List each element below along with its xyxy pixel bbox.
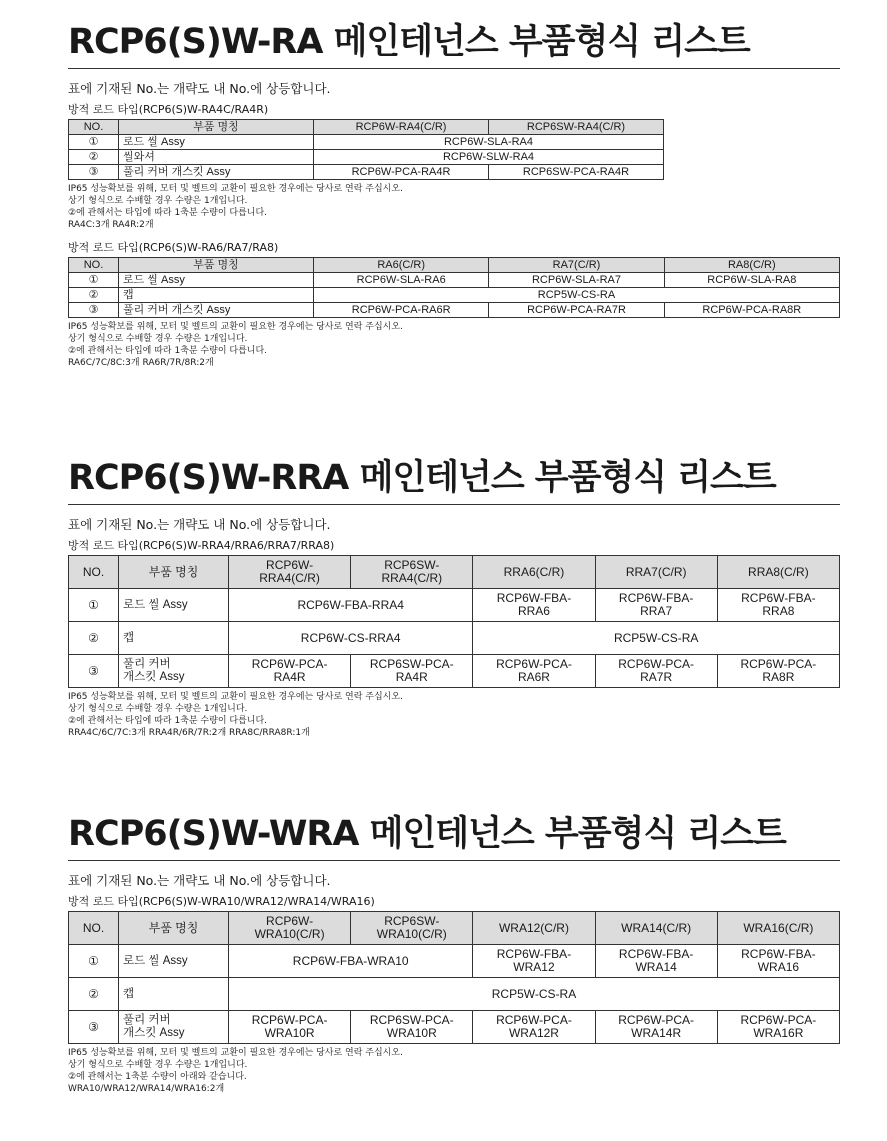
header-cell: RCP6W- RRA4(C/R) <box>229 556 351 589</box>
note-line: 상기 형식으로 수배할 경우 수량은 1개입니다. <box>68 1060 248 1070</box>
part-code: RCP6W-PCA- WRA14R <box>595 1011 717 1044</box>
part-code: RCP6W-PCA-RA8R <box>664 303 839 318</box>
header-cell: 부품 명칭 <box>119 258 314 273</box>
row-number: ① <box>69 945 119 978</box>
note-line: RA6C/7C/8C:3개 RA6R/7R/8R:2개 <box>68 358 214 368</box>
table-header-row <box>69 120 840 135</box>
header-cell: RCP6SW- WRA10(C/R) <box>351 912 473 945</box>
row-number: ② <box>69 622 119 655</box>
parts-table-ra4 <box>68 119 840 180</box>
header-cell: NO. <box>69 258 119 273</box>
note-line: IP65 성능확보를 위해, 모터 및 벨트의 교환이 필요한 경우에는 당사로 연락 주십시오. <box>68 692 403 702</box>
table-row <box>69 135 840 150</box>
section-rra <box>68 456 840 739</box>
note-line: ②에 관해서는 1축분 수량이 아래와 같습니다. <box>68 1072 247 1082</box>
header-cell: RA7(C/R) <box>489 258 664 273</box>
page-title: RCP6(S)W-WRA 메인테넌스 부품형식 리스트 <box>68 812 840 861</box>
note-line: IP65 성능확보를 위해, 모터 및 벨트의 교환이 필요한 경우에는 당사로 연락 주십시오. <box>68 322 403 332</box>
table-row <box>69 1011 840 1044</box>
part-code: RCP6W-PCA- RA8R <box>717 655 839 688</box>
notes <box>68 183 840 231</box>
table-row <box>69 273 840 288</box>
part-code: RCP6W-FBA- WRA14 <box>595 945 717 978</box>
part-code: RCP6SW-PCA-RA4R <box>489 165 664 180</box>
part-code: RCP6W-SLA-RA6 <box>314 273 489 288</box>
row-number: ① <box>69 273 119 288</box>
part-code: RCP6W-FBA-RRA4 <box>229 589 473 622</box>
part-code: RCP6W-SLA-RA8 <box>664 273 839 288</box>
part-code: RCP6W-FBA- RRA7 <box>595 589 717 622</box>
parts-table-ra678 <box>68 257 840 318</box>
part-name: 풀리 커버 개스킷 Assy <box>119 1011 229 1044</box>
part-code: RCP5W-CS-RA <box>229 978 840 1011</box>
table-subhead: 방적 로드 타입(RCP6(S)W-RRA4/RRA6/RRA7/RRA8) <box>68 539 335 552</box>
header-cell: WRA16(C/R) <box>717 912 839 945</box>
part-code: RCP6W-SLA-RA4 <box>314 135 664 150</box>
part-code: RCP6W-FBA-WRA10 <box>229 945 473 978</box>
header-cell: RRA6(C/R) <box>473 556 595 589</box>
row-number: ③ <box>69 655 119 688</box>
empty-cell <box>664 165 840 180</box>
table-header-row <box>69 258 840 273</box>
header-cell: RRA7(C/R) <box>595 556 717 589</box>
note-line: 상기 형식으로 수배할 경우 수량은 1개입니다. <box>68 704 248 714</box>
table-subhead: 방적 로드 타입(RCP6(S)W-RA6/RA7/RA8) <box>68 241 279 254</box>
notes <box>68 321 840 369</box>
header-cell: WRA12(C/R) <box>473 912 595 945</box>
part-code: RCP6W-PCA-RA6R <box>314 303 489 318</box>
section-ra <box>68 20 840 369</box>
row-number: ① <box>69 589 119 622</box>
table-row <box>69 303 840 318</box>
table-row <box>69 150 840 165</box>
part-code: RCP6W-PCA-RA7R <box>489 303 664 318</box>
section-wra <box>68 812 840 1095</box>
empty-cell <box>664 135 840 150</box>
empty-cell <box>664 150 840 165</box>
intro-text: 표에 기재된 No.는 개략도 내 No.에 상등합니다. <box>68 517 331 532</box>
page-title: RCP6(S)W-RA 메인테넌스 부품형식 리스트 <box>68 20 840 69</box>
table-row <box>69 945 840 978</box>
row-number: ② <box>69 150 119 165</box>
part-code: RCP6W-PCA- WRA16R <box>717 1011 839 1044</box>
part-code: RCP6W-PCA- WRA12R <box>473 1011 595 1044</box>
header-cell: RCP6W- WRA10(C/R) <box>229 912 351 945</box>
header-cell: NO. <box>69 120 119 135</box>
header-cell: WRA14(C/R) <box>595 912 717 945</box>
part-code: RCP6W-PCA- RA4R <box>229 655 351 688</box>
header-cell: 부품 명칭 <box>119 912 229 945</box>
note-line: ②에 관해서는 타입에 따라 1축분 수량이 다릅니다. <box>68 208 268 218</box>
part-name: 캡 <box>119 978 229 1011</box>
part-name: 캡 <box>119 622 229 655</box>
note-line: IP65 성능확보를 위해, 모터 및 벨트의 교환이 필요한 경우에는 당사로 연락 주십시오. <box>68 1048 403 1058</box>
part-code: RCP6W-FBA- WRA12 <box>473 945 595 978</box>
header-cell: RCP6SW- RRA4(C/R) <box>351 556 473 589</box>
row-number: ② <box>69 288 119 303</box>
table-row <box>69 978 840 1011</box>
part-code: RCP6SW-PCA- RA4R <box>351 655 473 688</box>
part-code: RCP6W-PCA- WRA10R <box>229 1011 351 1044</box>
part-code: RCP5W-CS-RA <box>314 288 840 303</box>
part-code: RCP6W-PCA- RA7R <box>595 655 717 688</box>
empty-cell <box>664 120 840 135</box>
note-line: ②에 관해서는 타입에 따라 1축분 수량이 다릅니다. <box>68 346 268 356</box>
intro-text: 표에 기재된 No.는 개략도 내 No.에 상등합니다. <box>68 81 331 96</box>
part-code: RCP6W-FBA- RRA6 <box>473 589 595 622</box>
part-name: 풀리 커버 개스킷 Assy <box>119 655 229 688</box>
table-header-row <box>69 912 840 945</box>
note-line: ②에 관해서는 타입에 따라 1축분 수량이 다릅니다. <box>68 716 268 726</box>
note-line: RA4C:3개 RA4R:2개 <box>68 220 154 230</box>
intro-text: 표에 기재된 No.는 개략도 내 No.에 상등합니다. <box>68 873 331 888</box>
table-header-row <box>69 556 840 589</box>
part-name: 로드 씰 Assy <box>119 589 229 622</box>
parts-table-wra <box>68 911 840 1044</box>
header-cell: NO. <box>69 912 119 945</box>
header-cell: 부품 명칭 <box>119 120 314 135</box>
row-number: ③ <box>69 303 119 318</box>
notes <box>68 1047 840 1095</box>
page-title: RCP6(S)W-RRA 메인테넌스 부품형식 리스트 <box>68 456 840 505</box>
header-cell: RCP6SW-RA4(C/R) <box>489 120 664 135</box>
header-cell: NO. <box>69 556 119 589</box>
part-code: RCP6W-PCA- RA6R <box>473 655 595 688</box>
part-code: RCP6W-FBA- RRA8 <box>717 589 839 622</box>
table-subhead: 방적 로드 타입(RCP6(S)W-RA4C/RA4R) <box>68 103 269 116</box>
note-line: WRA10/WRA12/WRA14/WRA16:2개 <box>68 1084 225 1094</box>
part-code: RCP6SW-PCA- WRA10R <box>351 1011 473 1044</box>
row-number: ① <box>69 135 119 150</box>
part-code: RCP5W-CS-RA <box>473 622 840 655</box>
table-row <box>69 622 840 655</box>
part-name: 로드 씰 Assy <box>119 135 314 150</box>
part-code: RCP6W-PCA-RA4R <box>314 165 489 180</box>
table-subhead: 방적 로드 타입(RCP6(S)W-WRA10/WRA12/WRA14/WRA16) <box>68 895 375 908</box>
parts-table-rra <box>68 555 840 688</box>
note-line: 상기 형식으로 수배할 경우 수량은 1개입니다. <box>68 334 248 344</box>
table-row <box>69 165 840 180</box>
note-line: 상기 형식으로 수배할 경우 수량은 1개입니다. <box>68 196 248 206</box>
header-cell: 부품 명칭 <box>119 556 229 589</box>
header-cell: RCP6W-RA4(C/R) <box>314 120 489 135</box>
header-cell: RA8(C/R) <box>664 258 839 273</box>
part-name: 풀리 커버 개스킷 Assy <box>119 303 314 318</box>
notes <box>68 691 840 739</box>
part-name: 풀리 커버 개스킷 Assy <box>119 165 314 180</box>
part-name: 캡 <box>119 288 314 303</box>
part-name: 로드 씰 Assy <box>119 945 229 978</box>
header-cell: RRA8(C/R) <box>717 556 839 589</box>
note-line: IP65 성능확보를 위해, 모터 및 벨트의 교환이 필요한 경우에는 당사로 연락 주십시오. <box>68 184 403 194</box>
part-code: RCP6W-SLA-RA7 <box>489 273 664 288</box>
note-line: RRA4C/6C/7C:3개 RRA4R/6R/7R:2개 RRA8C/RRA8R:1개 <box>68 728 310 738</box>
part-code: RCP6W-CS-RRA4 <box>229 622 473 655</box>
row-number: ② <box>69 978 119 1011</box>
part-code: RCP6W-FBA- WRA16 <box>717 945 839 978</box>
table-row <box>69 288 840 303</box>
part-name: 씰와셔 <box>119 150 314 165</box>
row-number: ③ <box>69 1011 119 1044</box>
row-number: ③ <box>69 165 119 180</box>
part-code: RCP6W-SLW-RA4 <box>314 150 664 165</box>
table-row <box>69 589 840 622</box>
part-name: 로드 씰 Assy <box>119 273 314 288</box>
header-cell: RA6(C/R) <box>314 258 489 273</box>
table-row <box>69 655 840 688</box>
